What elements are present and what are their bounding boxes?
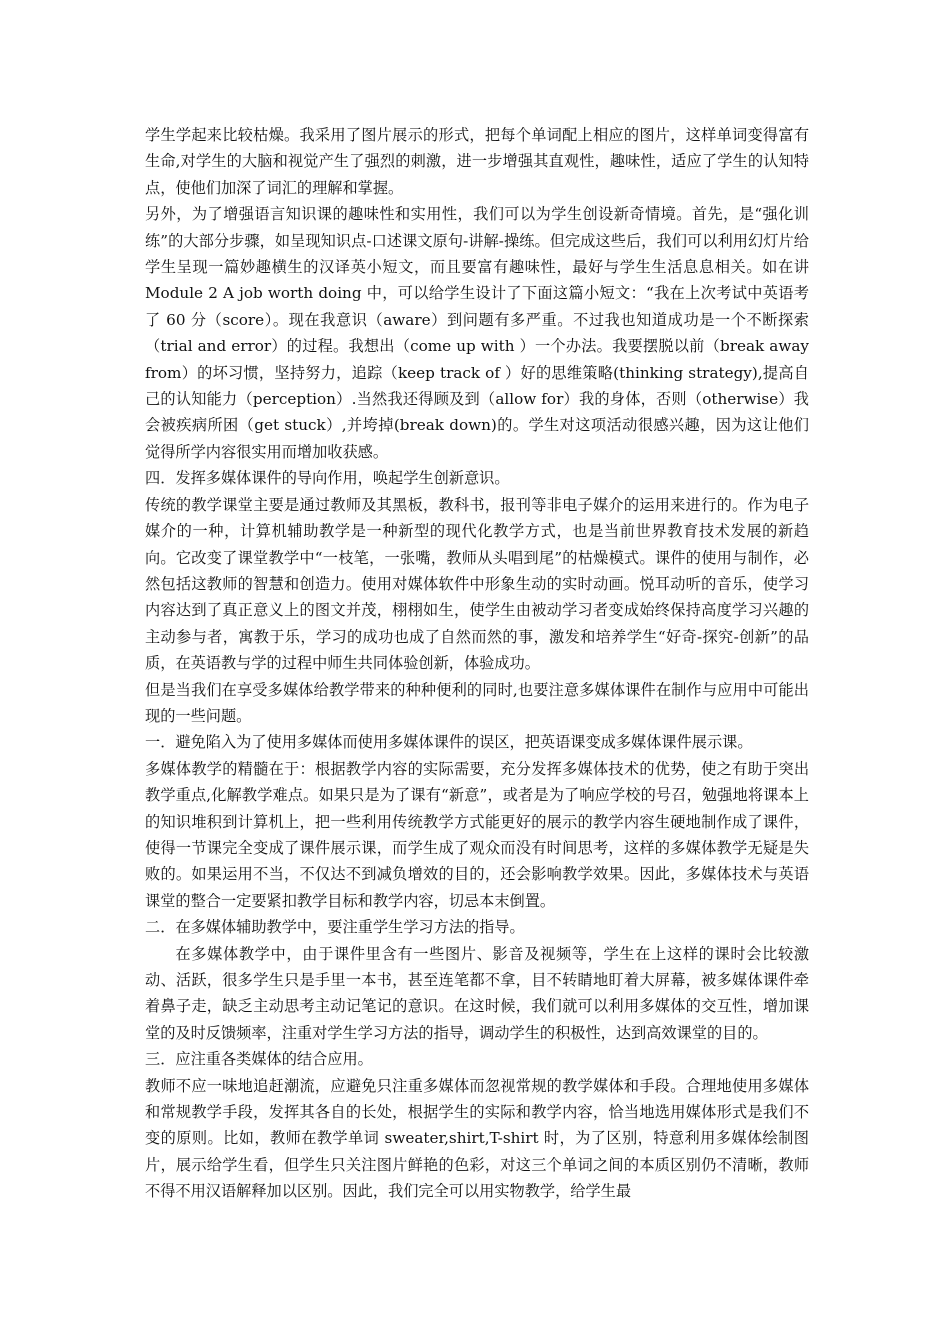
paragraph-learning-methods: 在多媒体教学中，由于课件里含有一些图片、影音及视频等，学生在上这样的课时会比较激动、活跃，很多学生只是手里一本书，甚至连笔都不拿，目不转睛地盯着大屏幕，被多媒体课件牵着鼻子走，缺乏主动思考主动记笔记的意识。在这时候，我们就可以利用多媒体的交互性，增加课堂的及时反馈频率，注重对学生学习方法的指导，调动学生的积极性，达到高效课堂的目的。 <box>145 944 809 1042</box>
paragraph-multimedia-problems: 但是当我们在享受多媒体给教学带来的种种便利的同时,也要注意多媒体课件在制作与应用中可能出现的一些问题。 <box>145 680 809 725</box>
paragraph-traditional-classroom: 传统的教学课堂主要是通过教师及其黑板，教科书，报刊等非电子媒介的运用来进行的。作为电子媒介的一种，计算机辅助教学是一种新型的现代化教学方式，也是当前世界教育技术发展的新趋向。它改变了课堂教学中“一枝笔，一张嘴，教师从头唱到尾”的枯燥模式。课件的使用与制作，必然包括这教师的智慧和创造力。使用对媒体软件中形象生动的实时动画。悦耳动听的音乐，使学习内容达到了真正意义上的图文并茂，栩栩如生，使学生由被动学习者变成始终保持高度学习兴趣的主动参与者，寓教于乐，学习的成功也成了自然而然的事，激发和培养学生“好奇-探究-创新”的品质，在英语教与学的过程中师生共同体验创新，体验成功。 <box>145 495 809 673</box>
document-body <box>145 122 809 1205</box>
section-heading-two: 二．在多媒体辅助教学中，要注重学生学习方法的指导。 <box>145 918 525 937</box>
section-heading-one: 一．避免陷入为了使用多媒体而使用多媒体课件的误区，把英语课变成多媒体课件展示课。 <box>145 733 753 752</box>
paragraph-situational-teaching: 另外，为了增强语言知识课的趣味性和实用性，我们可以为学生创设新奇情境。首先，是“强化训练”的大部分步骤，如呈现知识点-口述课文原句-讲解-操练。但完成这些后，我们可以利用幻灯片给学生呈现一篇妙趣横生的汉译英小短文，而且要富有趣味性，最好与学生生活息息相关。如在讲 Module 2 A job worth doing 中，可以给学生设计了下面这篇小短文：“我在上次考试中英语考了 60 分（score）。现在我意识（aware）到问题有多严重。不过我也知道成功是一个不断探索（trial and error）的过程。我想出（come up with ）一个办法。我要摆脱以前（break away from）的坏习惯，坚持努力，追踪（keep track of ）好的思维策略(thinking strategy),提高自己的认知能力（perception）.当然我还得顾及到（allow for）我的身体，否则（otherwise）我会被疾病所困（get stuck）,并垮掉(break down)的。学生对这项活动很感兴趣，因为这让他们觉得所学内容很实用而增加收获感。 <box>145 205 809 461</box>
paragraph-media-combination: 教师不应一味地追赶潮流，应避免只注重多媒体而忽视常规的教学媒体和手段。合理地使用多媒体和常规教学手段，发挥其各自的长处，根据学生的实际和教学内容，恰当地选用媒体形式是我们不变的原则。比如，教师在教学单词 sweater,shirt,T-shirt 时，为了区别，特意利用多媒体绘制图片，展示给学生看，但学生只关注图片鲜艳的色彩，对这三个单词之间的本质区别仍不清晰，教师不得不用汉语解释加以区别。因此，我们完全可以用实物教学，给学生最 <box>145 1076 809 1201</box>
paragraph-vocabulary-images: 学生学起来比较枯燥。我采用了图片展示的形式，把每个单词配上相应的图片，这样单词变得富有生命,对学生的大脑和视觉产生了强烈的刺激，进一步增强其直观性，趣味性，适应了学生的认知特点，使他们加深了词汇的理解和掌握。 <box>145 126 809 197</box>
paragraph-multimedia-essence: 多媒体教学的精髓在于：根据教学内容的实际需要，充分发挥多媒体技术的优势，使之有助于突出教学重点,化解教学难点。如果只是为了课有“新意”，或者是为了响应学校的号召，勉强地将课本上的知识堆积到计算机上，把一些利用传统教学方式能更好的展示的教学内容生硬地制作成了课件，使得一节课完全变成了课件展示课，而学生成了观众而没有时间思考，这样的多媒体教学无疑是失败的。如果运用不当，不仅达不到减负增效的目的，还会影响教学效果。因此，多媒体技术与英语课堂的整合一定要紧扣教学目标和教学内容，切忌本末倒置。 <box>145 759 809 910</box>
section-heading-three: 三．应注重各类媒体的结合应用。 <box>145 1050 373 1069</box>
section-heading-four: 四．发挥多媒体课件的导向作用，唤起学生创新意识。 <box>145 469 510 488</box>
